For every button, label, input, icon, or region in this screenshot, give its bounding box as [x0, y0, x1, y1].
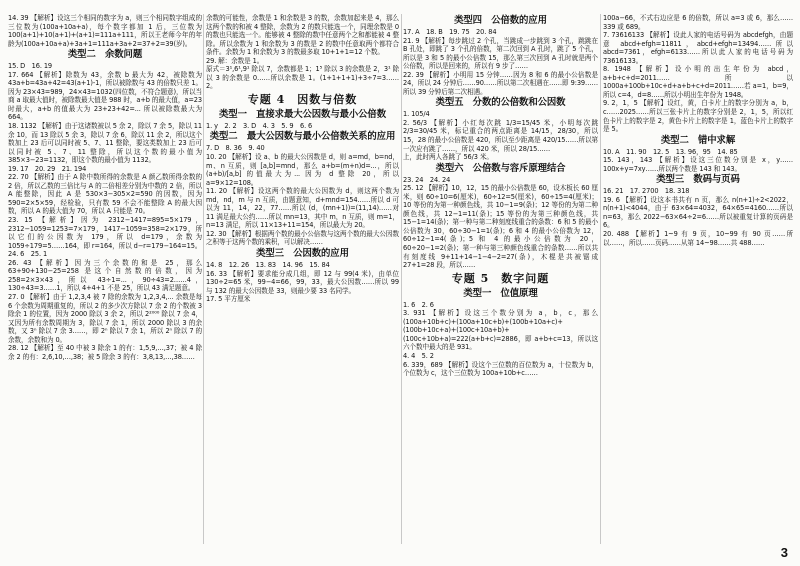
answer-item: 17. A 18. B 19. 75 20. 84: [403, 28, 497, 36]
answer-item: 15. 143，143 【解析】设这三位数分别是 x，y……100x+y=7xy……所以两个数是 143 和 143。: [603, 156, 793, 173]
answer-item: 17. 664 【解析】除数为 43，余数 b 最大为 42，被除数为 43a+b=43a+42=43(a+1)-1，所以被除数与 43 的倍数只差 1。因为 23×43=989，24×43=1032(四位数，不符合题意)，所以当商 a 取最大值时，被除数最大值是 988 时，a+b 的最大值，a=23 时最大，a+b 的值最大为 23+23+42=... 所以被除数最大为 664。: [8, 70, 202, 122]
section-subtitle: 类型二 错中求解: [660, 134, 736, 146]
answer-item: 26. 43 【解析】因为三个余数的和是 25，那么 63+90+130−25=258 是这个自然数的倍数，因为 258=2×3×43，所以 43÷1=...，90÷43=2……4，130÷43=3……1，所以 4+4+1 不是 25，所以 43 满足题意。: [8, 258, 202, 293]
section-subtitle: 类型二 余数问题: [67, 49, 143, 61]
section-subtitle: 类型五 分数的公倍数和公因数: [435, 97, 566, 109]
answer-item: 28. 12 【解析】至 40 中被 3 除余 1 的有：1,5,9,…,37；被 4 除余 2 的有：2,6,10,…,38；被 5 除余 3 的有：3,8,13,…,38……: [8, 344, 202, 361]
column-divider: [600, 14, 601, 544]
answer-item: 22. 70 【解析】由于 A 除中数所得的余数是 A 颜乙数所得余数的 2 倍，所以乙数的三倍比与 A 的二倍相差分别为中数的 2 倍，所以 A 能整除，因此 A 是 530×3−305×2=590 的因数，因为 590=2×5×59，经检验，只有数 59 不会不能整除 A 的最大因数，所以 A 的最大值为 70，所以 A 只能是 70。: [8, 173, 202, 216]
answer-item: 100a−66，不式右边应是 6 的倍数，所以 a=3 或 6，那么……339 或 689。: [603, 14, 793, 31]
answer-item: 20. 488 【解析】1~9 有 9 页，10~99 有 90 页……所以……，所以……页码……从第 14~98……共 488……: [603, 230, 793, 247]
section-subtitle: 类型三 公因数的应用: [256, 248, 349, 260]
answer-item: 29. 解：余数是 1。: [206, 56, 264, 65]
answer-item: 27. 0 【解析】由于 1,2,3,4 被 7 除的余数为 1,2,3,4,... 余数是每 6 个余数为周期重复的，所以 2 的多少次方除以 7 余 2 的个数被 3 除余 1 的位置，因为 2000 除以 3 余 2，所以 2²⁰⁰⁰ 除以 7 余 4，又因为所有余数周期为 3，除以 7 余 1，所以 2000 除以 3 的余数，又 3ⁿ 除以 7 余 3……，即 2ⁿ 除以 7 余 1，所以 2ⁿ 除以 7 的余数，余数和为 0。: [8, 292, 202, 344]
section-subtitle: 类型四 公倍数的应用: [454, 15, 547, 26]
answer-item: 16. 33 【解析】要求能分成几组，即 12 与 99(4 米)，由单位 130÷2=65 米，99−4=66，99，33，最大公因数……所以 99 与 132 的最大公因数是 33，则最少要 33 名同学。: [206, 269, 399, 295]
answer-item: 4. 4 5. 2: [403, 351, 434, 360]
answer-item: 14. 39 【解析】设这三个相同的数字为 a，则三个相同数字组成的三位数为(100a+10a+a)，每个数字都加 1 后，三位数为 100(a+1)+10(a+1)+(a+1)=111a+111，所以王老师今年的年龄为(100a+10a+a)+3a+1=111a+3a+2=37+2=39(岁)。: [8, 14, 202, 48]
answer-item: 24. 6 25. 1: [8, 250, 48, 259]
answer-item: 上，此时两人各跳了 56/3 米。: [403, 153, 493, 162]
column-4: [603, 14, 793, 544]
answer-item: 11. 20 【解析】设这两个数的最大公因数为 d，则这两个数为 md，nd，m 与 n 互质，由题意知，d+mnd=154……所以 d 可以为 11，14，22，77……所以 (d，(mn+1))=(11,14)……对 11 满足最大公约……所以 mn=13，其中 m，n 互质，则 m=1，n=13 满足，所以 11×13+11=154，所以最大为 20。: [206, 187, 399, 230]
answer-item: 1. 6 2. 6: [403, 300, 434, 309]
section-title: 专题 4 因数与倍数: [247, 92, 358, 106]
answer-item: 23. 24 24. 24: [403, 175, 451, 184]
answer-item: 17. 5 平方厘米: [206, 295, 251, 304]
section-subtitle: 类型三 数码与页码: [656, 174, 740, 186]
answer-item: 原式＝3¹,6¹,9¹ 除以 7，余数都是 1；1⁵ 除以 3 的余数是 2，3¹ 除以 3 的余数是 0……所以余数是 1。(1+1+1+1)+3÷7=3……2。: [206, 65, 399, 91]
page-number: 3: [780, 545, 788, 560]
column-3: [403, 14, 598, 544]
section-subtitle: 类型一 直接求最大公因数与最小公倍数: [219, 108, 386, 120]
answer-item: 22. 39 【解析】小明用 15 分钟……因为 8 和 6 的最小公倍数是 24，所以 24 分钟后……90……所以第二次相遇在……即 9:39……所以 39 分钟后第二次相遇。: [403, 70, 598, 96]
answer-item: 3. 931 【解析】设这三个数分别为 a，b，c，那么 (100a+10b+c)+(100a+10c+b)+(100b+10a+c)+(100b+10c+a)+(100c+10a+b)+(100c+10b+a)=222(a+b+c)=2886，即 a+b+c=13，所以这六个数中最大的是 931。: [403, 309, 598, 352]
column-2: [206, 14, 399, 544]
answer-item: 10. A 11. 90 12. 5 13. 96，95 14. 85: [603, 147, 738, 156]
answer-item: 6. 339，689 【解析】设这个三位数的百位数为 a，十位数为 b，个位数为 c，这个三位数为 100a+10b+c……: [403, 360, 598, 378]
answer-item: 16. 21 17. 2700 18. 318: [603, 187, 690, 196]
answer-item: 14. 8 12. 26 13. 83 14. 96 15. 84: [206, 261, 330, 270]
answer-item: 23. 15 【解析】因为 2312−1417=895=5×179，2312−1059=1253=7×179，1417−1059=358=2×179，所以它们的公因数为 179，所以 d=179，余数为 1059÷179=5……164，即 r=164，所以 d−r=179−164=15。: [8, 216, 202, 250]
answer-item: 19. 6 【解析】设这本书共有 n 页，那么 n(n+1)÷2<2022，n(n+1)<4044，由于 63×64=4032，64×65=4160……所以 n=63，那么 2022−63×64÷2=6……所以被重复计算的页码是 6。: [603, 195, 793, 230]
answer-item: 7. D 8. 36 9. 40: [206, 144, 265, 153]
section-subtitle: 类型六 公倍数与容斥原理结合: [435, 162, 566, 174]
answer-item: 12. 30 【解析】根据两个数的最小公倍数与这两个数的最大公因数之积等于这两个数的乘积，可以解决……: [206, 229, 399, 247]
answer-item: 25. 12 【解析】10，12，15 的最小公倍数是 60，设木板长 60 厘米，则 60÷10=6(厘米)，60÷12=5(厘米)，60÷15=4(厘米)；10 等份的为第一种颜色线，共 10−1=9(条)；12 等份的为第二种颜色线，共 12−1=11(条)；15 等份的为第三种颜色线，共 15−1=14(条)；第一种与第二种刻度线重合的条数：6 和 5 的最小公倍数为 30，60÷30−1=1(条)；6 和 4 的最小公倍数为 12，60÷12−1=4(条)；5 和 4 的最小公倍数为 20，60÷20−1=2(条)；第一种与第三种颜色线重合的条数……所以共有刻度线 9+11+14−1−4−2=27(条)，木棍是共被锯成 27+1=28 段，所以……: [403, 184, 598, 270]
answer-item: 10. 20 【解析】设 a、b 的最大公因数是 d，则 a=md，b=nd，m、n 互质，则 [a,b]=mnd，那么 a+b=(m+n)d=...，所以 (a+b)/[a,b] 的值最大为... 因为 d 整除 20，所以 a=9×12=108。: [206, 153, 399, 187]
column-divider: [203, 14, 204, 544]
answer-item: 9. 2，1，5 【解析】设红，黄，白卡片上的数字分别为 a，b，c……2025……所以三张卡片上的数字分别是 2，1，5，所以红色卡片上的数字是 2，黄色卡片上的数字是 1，蓝色卡片上的数字是 5。: [603, 99, 793, 134]
section-title: 专题 5 数字问题: [451, 271, 550, 285]
answer-item: 2. 56/3 【解析】小红每次跳 1/3=15/45 米，小明每次跳 2/3=30/45 米，标记重合的两点距离是 14/15，28/30，所以 15，28 的最小公倍数是 420，所以至少距离是 420/15……所以第一次应有跳了……，所以 420 米，所以 28/15……: [403, 118, 598, 153]
answer-item: 15. D 16. 19: [8, 62, 53, 71]
answer-item: 1. y 2. 2 3. D 4. 3 5. 9 6. 6: [206, 121, 313, 130]
answer-item: 21. 9 【解析】每步跳过 2 个孔，当跳成一步跳到 3 个孔，跳跳在 B 孔处，即跳了 3 个孔的倍数，第二次回到 A 孔时，跳了 5 个孔，所以是 3 和 5 的最小公倍数 15，那么第三次回到 A 孔时就是两个公倍数，所以是回来的，所以有 9 步了……: [403, 36, 598, 71]
answer-item: 8. 1948 【解析】设小明的出生年份为 abcd，a+b+c+d=2011……所以 1000a+100b+10c+d+a+b+c+d=2011……若 a=1，b=9，所以 c=4，d=8……所以小明出生年份为 1948。: [603, 65, 793, 99]
answer-item: 7. 73616133 【解析】设此人家的电话号码为 abcdefgh，由题意 abcd+efgh=11811，abcd+efgh=13494……所以 abcd=7361，efgh=6133……所以此人家的电话号码为 73616133。: [603, 31, 793, 65]
column-divider: [401, 14, 402, 544]
answer-item: 余数的可能性，余数是 1 和余数是 3 的数，余数加起来是 4，那么这两个数的和被 4 整除，余数为 2 的数只能选一个，同理余数是 0 的数也只能选一个。能够被 4 整除的数中任意两个之和都能被 4 整除。所以余数为 1 和余数为 3 的数是 2 的数中任意取两个都符合条件。余数为 1 和余数为 3 的数最多取 10+1+1=12 个数。: [206, 14, 399, 57]
answer-item: 18. 1132 【解析】由于这诸数被以 5 余 2，除以 7 余 5，除以 11 余 10，而 13 除以 5 余 3，除以 7 余 6，除以 11 余 2，所以这个数加上 23 后可以同时被 5、7、11 整除，要这类数加上 23 后可以同时被 5、7、11 整除，所以这个数的最小值为 385×3−23=1132，即这个数的最小值为 1132。: [8, 122, 202, 165]
section-subtitle: 类型一 位值原理: [463, 287, 538, 299]
answer-item: 19. 17 20. 29 21. 194: [8, 164, 87, 173]
section-subtitle: 类型二 最大公因数与最小公倍数关系的应用: [209, 131, 396, 143]
column-1: [8, 14, 202, 544]
answer-item: 1. 105/4: [403, 110, 430, 119]
